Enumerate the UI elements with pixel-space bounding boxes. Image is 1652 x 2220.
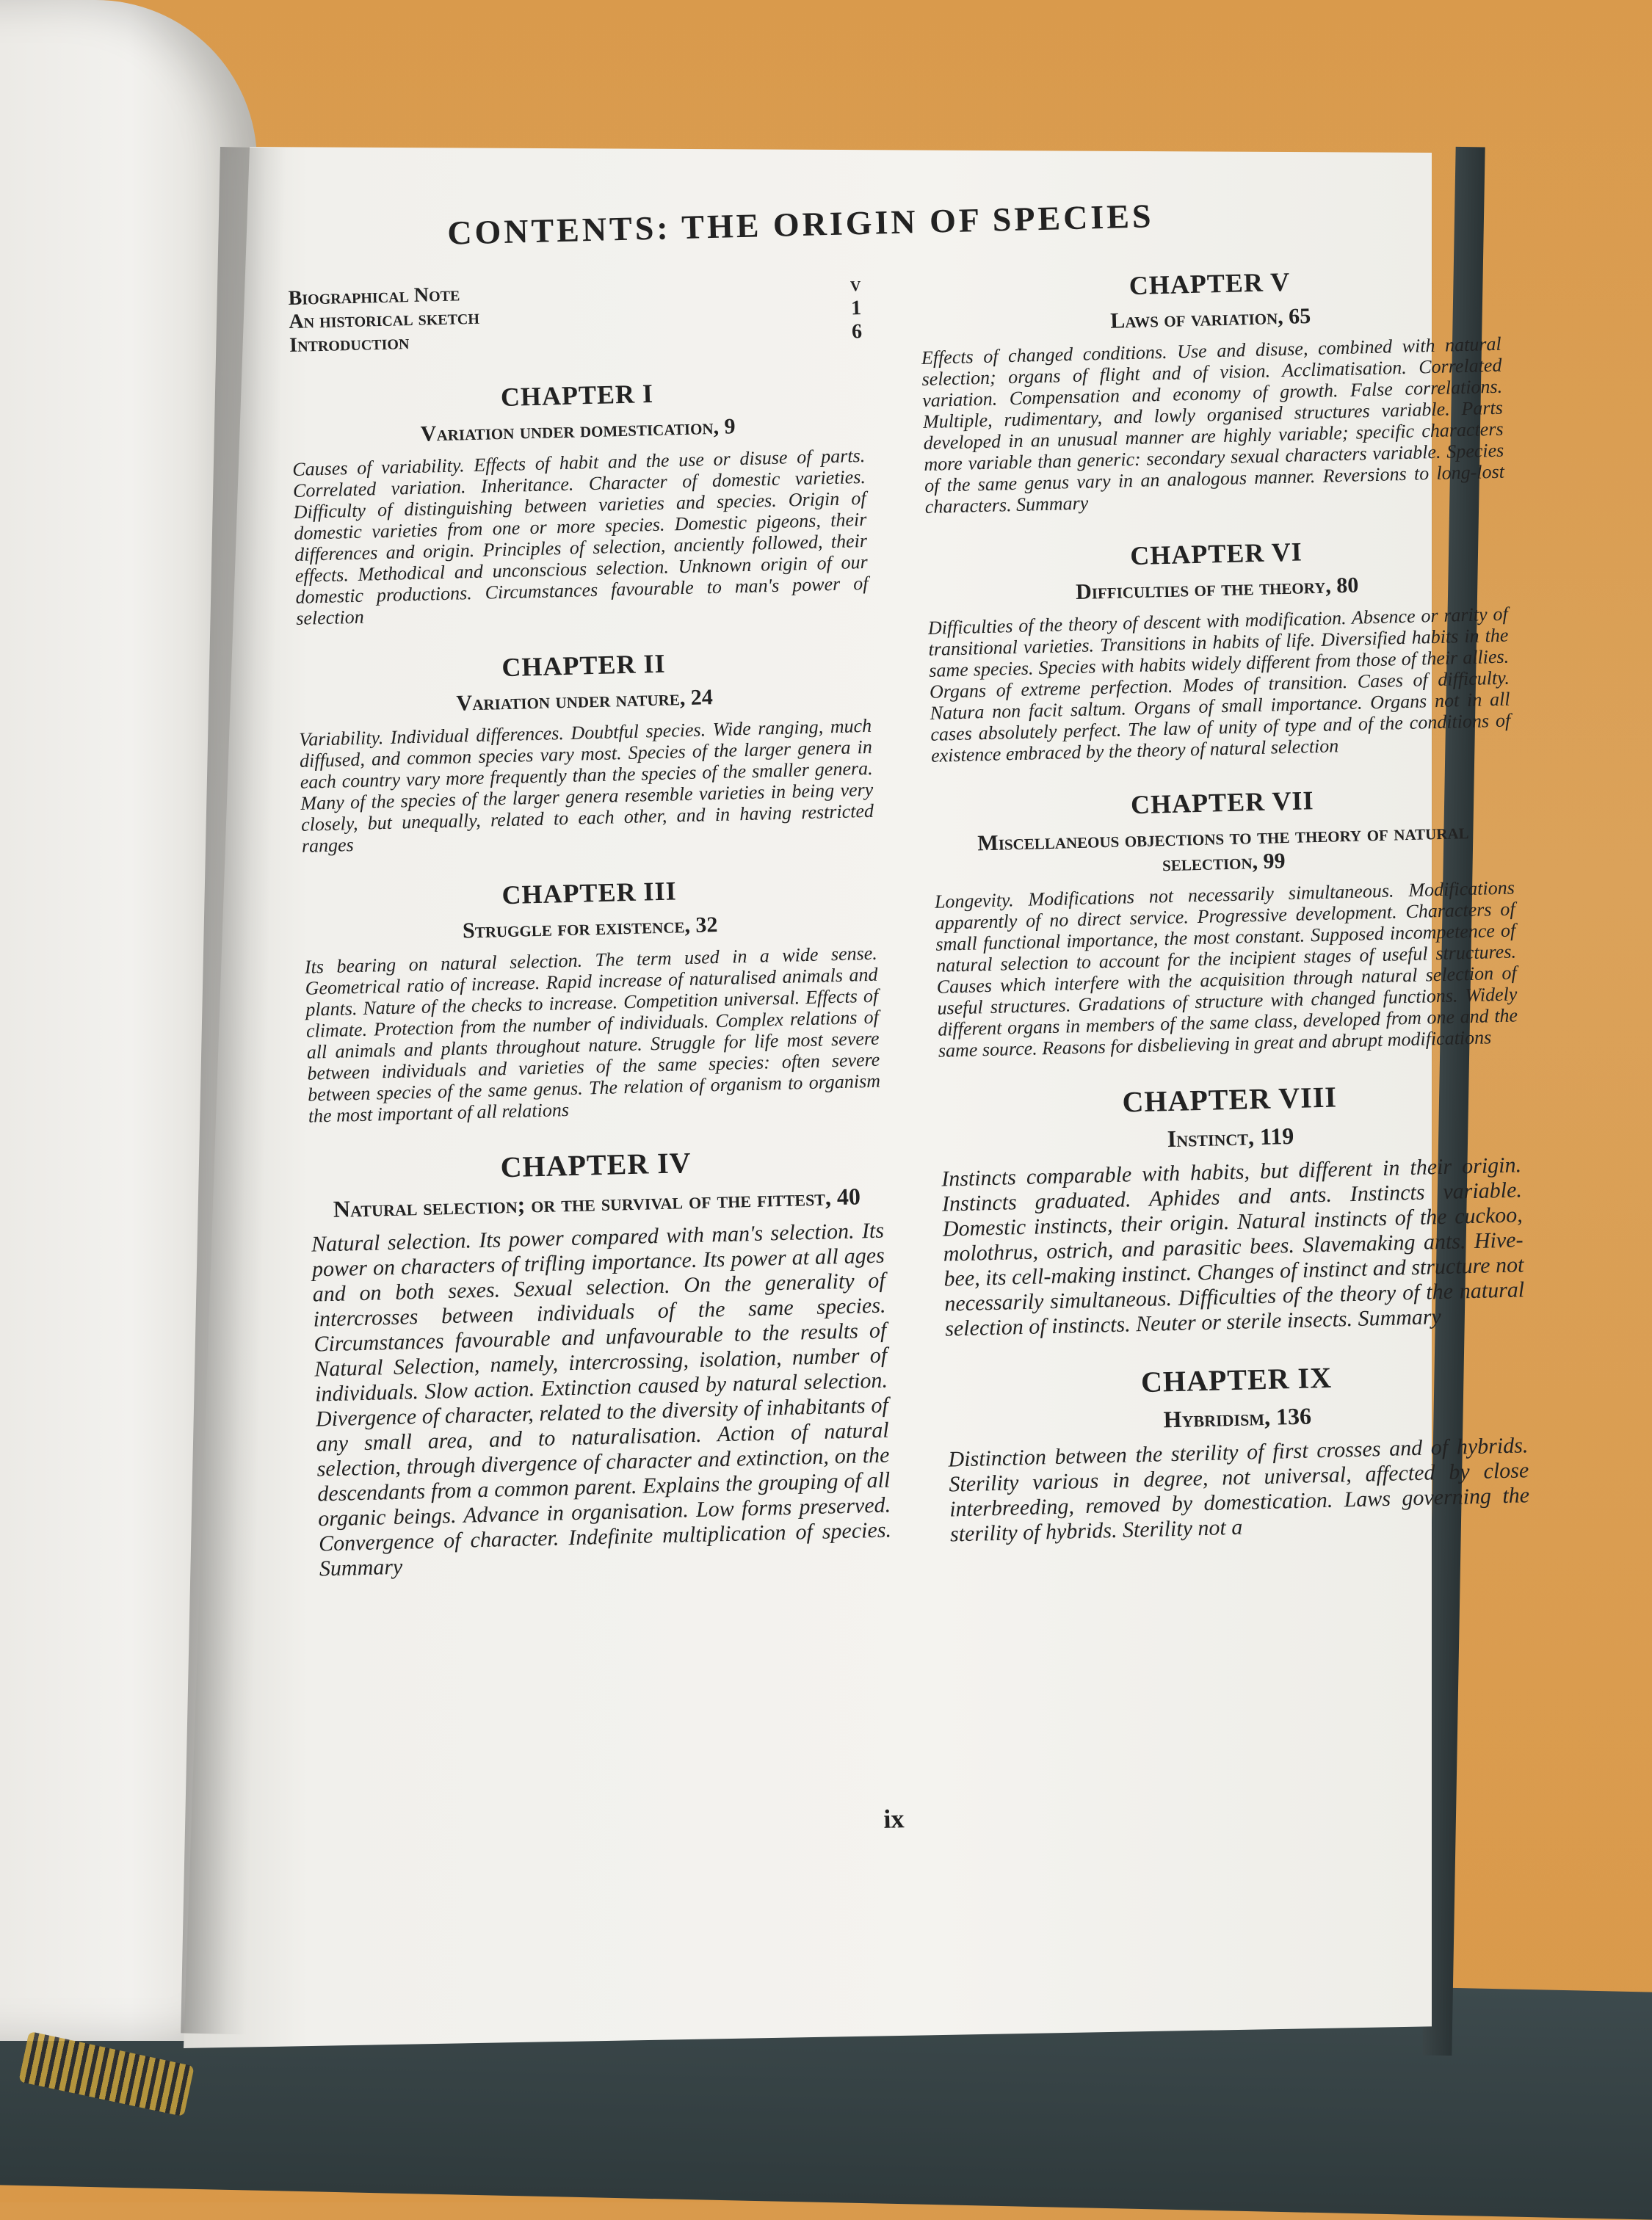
chapter-entry bbox=[291, 373, 869, 629]
chapter-title: Variation under domestication, 9 bbox=[420, 414, 736, 446]
chapter-title: Miscellaneous objections to the theory of natural selection, 99 bbox=[977, 819, 1469, 877]
chapter-title: Difficulties of the theory, 80 bbox=[1075, 573, 1359, 604]
chapter-entry bbox=[297, 643, 874, 857]
chapter-heading: CHAPTER I bbox=[500, 378, 654, 413]
chapter-entry bbox=[919, 261, 1505, 518]
chapter-heading: CHAPTER VII bbox=[1130, 786, 1314, 820]
chapter-summary: Distinction between the sterility of first crosses and of hybrids. Sterility various in degree, not universal, affected by close interbreeding, removed by domestication. Laws governing the sterility of hybrids. Sterility not a bbox=[948, 1433, 1530, 1547]
chapter-heading: CHAPTER II bbox=[501, 648, 666, 683]
front-matter-page: v bbox=[849, 273, 861, 297]
chapter-summary: Causes of variability. Effects of habit and the use or disuse of parts. Correlated variation. Inheritance. Character of domestic varieties. Difficulty of distinguishing between varieties and species. Origin of domestic varieties from one or more species. Domestic pigeons, their differences and origin. Principles of selection, anciently followed, their effects. Methodical and unconscious selection. Unknown origin of our domestic productions. Circumstances favourable to man's power of selection bbox=[291, 444, 869, 629]
chapter-summary: Variability. Individual differences. Doubtful species. Wide ranging, much diffused, and common species vary most. Species of the larger genera in each country vary more frequently than the species of the smaller genera. Many of the species of the larger genera resemble varieties in being very closely, but unequally, related to each other, and in having restricted ranges bbox=[298, 714, 874, 857]
chapter-title: Laws of variation, 65 bbox=[1109, 304, 1311, 333]
contents-page bbox=[169, 186, 1583, 1908]
chapter-summary: Its bearing on natural selection. The term used in a wide sense. Geometrical ratio of increase. Rapid increase of naturalised animals and plants. Nature of the checks to increase. Competition universal. Effects of climate. Protection from the number of individuals. Complex relations of all animals and plants throughout nature. Struggle for life most severe between individuals and varieties of the same species: often severe between species of the same genus. The relation of organism to organism the most important of all relations bbox=[304, 942, 881, 1127]
chapter-heading: CHAPTER VI bbox=[1129, 537, 1303, 571]
chapter-title: Struggle for existence, 32 bbox=[462, 913, 718, 943]
front-matter-label: An historical sketch bbox=[289, 305, 480, 334]
chapter-entry bbox=[932, 780, 1518, 1062]
chapter-entry bbox=[309, 1141, 892, 1582]
front-matter-page: 6 bbox=[851, 319, 863, 344]
chapter-summary: Natural selection. Its power compared with man's selection. Its power on characters of trifling importance. Its power at all ages and on both sexes. Sexual selection. On the generality of intercrosses between individuals of the same species. Circumstances favourable and unfavourable to the results of Natural Selection, namely, intercrossing, isolation, number of individuals. Slow action. Extinction caused by natural selection. Divergence of character, related to the diversity of inhabitants of any small area, and to naturalisation. Action of natural selection, through divergence of character and extinction, on the descendants from a common parent. Explains the grouping of all organic beings. Advance in organisation. Low forms preserved. Convergence of character. Indefinite multiplication of species. Summary bbox=[311, 1218, 892, 1581]
front-matter-label: Introduction bbox=[289, 331, 410, 358]
chapter-summary: Instincts comparable with habits, but different in their origin. Instincts graduated. Aphides and ants. Instincts variable. Domestic instincts, their origin. Natural instincts of the cuckoo, molothrus, ostrich, and parasitic bees. Slavemaking ants. Hive-bee, its cell-making instinct. Changes of instinct and structure not necessarily simultaneous. Difficulties of the theory of the natural selection of instincts. Neuter or sterile insects. Summary bbox=[941, 1153, 1525, 1341]
right-column bbox=[919, 261, 1530, 1548]
chapter-entry bbox=[926, 532, 1511, 766]
chapter-entry bbox=[939, 1075, 1525, 1341]
page-number: ix bbox=[883, 1804, 905, 1834]
chapter-title: Variation under nature, 24 bbox=[456, 685, 714, 716]
front-matter-label: Biographical Note bbox=[288, 283, 460, 311]
chapter-heading: CHAPTER VIII bbox=[1121, 1080, 1338, 1119]
front-matter-page: 1 bbox=[850, 296, 862, 320]
chapter-title: Instinct, 119 bbox=[1167, 1122, 1294, 1153]
chapter-entry bbox=[302, 871, 881, 1127]
chapter-heading: CHAPTER III bbox=[501, 876, 678, 910]
left-column bbox=[288, 273, 892, 1582]
chapter-heading: CHAPTER V bbox=[1128, 266, 1291, 301]
chapter-summary: Effects of changed conditions. Use and disuse, combined with natural selection; organs of flight and of vision. Acclimatisation. Correlated variation. Compensation and economy of growth. False correlations. Multiple, rudimentary, and lowly organised structures variable. Parts developed in an unusual manner are highly variable; specific characters more variable than generic: secondary sexual characters variable. Species of the same genus vary in an analogous manner. Reversions to long-lost characters. Summary bbox=[921, 333, 1505, 518]
chapter-heading: CHAPTER IX bbox=[1140, 1360, 1333, 1399]
chapter-title: Natural selection; or the survival of the fittest, 40 bbox=[333, 1183, 861, 1222]
chapter-entry bbox=[946, 1355, 1531, 1547]
chapter-heading: CHAPTER IV bbox=[500, 1146, 692, 1184]
front-matter bbox=[288, 273, 862, 358]
chapter-summary: Longevity. Modifications not necessarily simultaneous. Modifications apparently of no direct service. Progressive development. Characters of small functional importance, the most constant. Supposed incompetence of natural selection to account for the incipient stages of useful structures. Causes which interfere with the acquisition through natural selection of useful structures. Gradations of structure with changed functions. Widely different organs in members of the same class, developed from one and the same source. Reasons for disbelieving in great and abrupt modifications bbox=[934, 877, 1518, 1062]
page-title: CONTENTS: THE ORIGIN OF SPECIES bbox=[446, 197, 1155, 252]
chapter-title: Hybridism, 136 bbox=[1163, 1402, 1312, 1433]
chapter-summary: Difficulties of the theory of descent with modification. Absence or rarity of transitional varieties. Transitions in habits of life. Diversified habits in the same species. Species with habits widely different from those of their allies. Organs of extreme perfection. Modes of transition. Cases of difficulty. Natura non facit saltum. Organs of small importance. Organs not in all cases absolutely perfect. The law of unity of type and of the conditions of existence embraced by the theory of natural selection bbox=[927, 603, 1511, 766]
